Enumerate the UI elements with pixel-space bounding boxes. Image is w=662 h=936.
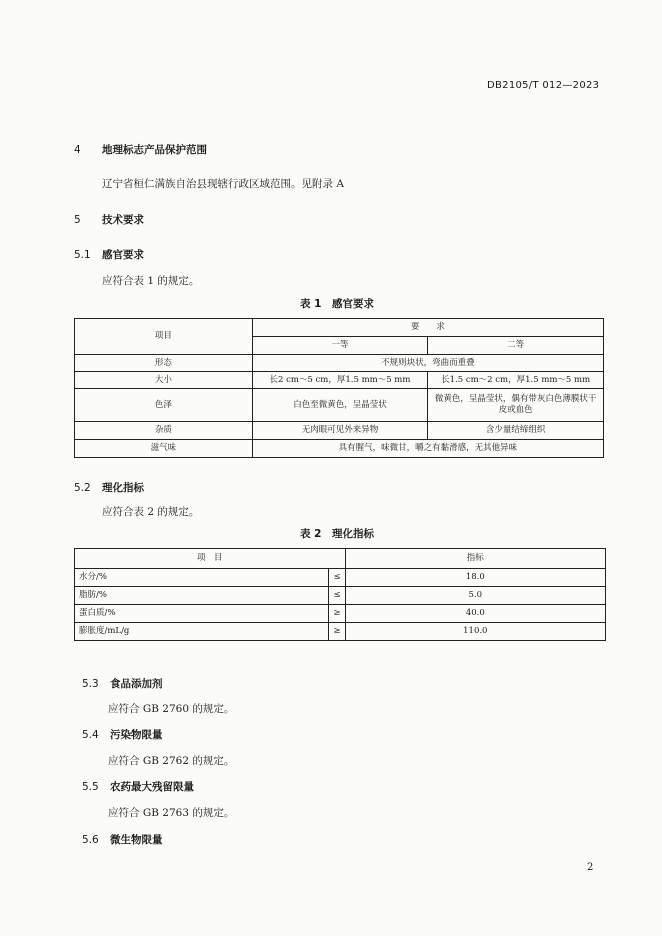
table-row [75, 422, 604, 440]
table-cell: 膨胀度/mL/g [75, 623, 329, 641]
section-5-2-heading [74, 480, 144, 495]
section-number: 5.5 [82, 781, 99, 793]
table-cell: 色泽 [75, 389, 253, 422]
section-5-4-text: 应符合 GB 2762 的规定。 [108, 755, 235, 767]
table-cell: 具有腥气，味微甘，嚼之有黏滑感，无其他异味 [252, 440, 603, 458]
section-5-3-text: 应符合 GB 2760 的规定。 [108, 703, 235, 715]
table-row [75, 623, 606, 641]
section-number: 5.1 [74, 249, 91, 261]
table-cell: 大小 [75, 372, 253, 389]
table-row [75, 355, 604, 372]
section-5-2-text: 应符合表 2 的规定。 [102, 506, 200, 518]
section-5-heading [74, 212, 144, 227]
section-4-heading [74, 142, 207, 157]
table-cell: 不规则块状，弯曲而重叠 [252, 355, 603, 372]
table-row [75, 569, 606, 587]
section-5-3-heading [82, 676, 163, 691]
table-cell: 蛋白质/% [75, 605, 329, 623]
table-cell: 长1.5 cm～2 cm，厚1.5 mm～5 mm [428, 372, 604, 389]
table-row [75, 372, 604, 389]
section-title: 微生物限量 [110, 834, 163, 846]
table-header-item: 项 目 [75, 549, 346, 569]
page-number: 2 [587, 862, 594, 873]
document-number: DB2105/T 012—2023 [487, 80, 600, 91]
section-title: 地理标志产品保护范围 [102, 144, 207, 156]
section-number: 5.4 [82, 729, 99, 741]
table-header-grade-1: 一等 [252, 337, 428, 355]
table-header-value: 指标 [345, 549, 605, 569]
table-cell: ≥ [329, 605, 345, 623]
table-cell: ≤ [329, 587, 345, 605]
table-2-caption: 表 2 理化指标 [300, 528, 374, 540]
section-title: 污染物限量 [110, 729, 163, 741]
section-5-5-text: 应符合 GB 2763 的规定。 [108, 807, 235, 819]
table-row [75, 587, 606, 605]
table-cell: 5.0 [345, 587, 605, 605]
table-cell: 含少量结缔组织 [428, 422, 604, 440]
table-header-grade-2: 二等 [428, 337, 604, 355]
table-row [75, 440, 604, 458]
section-number: 5.3 [82, 678, 99, 690]
table-row [75, 605, 606, 623]
section-5-6-heading [82, 832, 163, 847]
table-header-item: 项目 [75, 319, 253, 355]
table-cell: 40.0 [345, 605, 605, 623]
section-number: 5 [74, 214, 81, 226]
section-number: 5.6 [82, 834, 99, 846]
table-cell: ≤ [329, 569, 345, 587]
table-row [75, 389, 604, 422]
section-title: 理化指标 [102, 482, 144, 494]
table-1-sensory [74, 318, 604, 458]
section-5-1-text: 应符合表 1 的规定。 [102, 275, 200, 287]
table-cell: ≥ [329, 623, 345, 641]
table-header-requirement: 要 求 [252, 319, 603, 337]
table-cell: 微黄色，呈晶莹状，偶有带灰白色薄膜状干皮或血色 [428, 389, 604, 422]
table-cell: 水分/% [75, 569, 329, 587]
section-4-text: 辽宁省桓仁满族自治县现辖行政区域范围。见附录 A [102, 178, 344, 190]
table-cell: 无肉眼可见外来异物 [252, 422, 428, 440]
section-5-5-heading [82, 779, 194, 794]
table-cell: 长2 cm～5 cm，厚1.5 mm～5 mm [252, 372, 428, 389]
table-cell: 110.0 [345, 623, 605, 641]
section-title: 技术要求 [102, 214, 144, 226]
table-cell: 形态 [75, 355, 253, 372]
section-number: 5.2 [74, 482, 91, 494]
table-2-physicochemical [74, 548, 606, 641]
table-cell: 脂肪/% [75, 587, 329, 605]
section-5-1-heading [74, 247, 144, 262]
table-cell: 18.0 [345, 569, 605, 587]
table-cell: 杂质 [75, 422, 253, 440]
section-title: 感官要求 [102, 249, 144, 261]
section-title: 食品添加剂 [110, 678, 163, 690]
table-cell: 白色至微黄色，呈晶莹状 [252, 389, 428, 422]
table-cell: 滋气味 [75, 440, 253, 458]
table-1-caption: 表 1 感官要求 [300, 298, 374, 310]
section-5-4-heading [82, 727, 163, 742]
section-title: 农药最大残留限量 [110, 781, 194, 793]
section-number: 4 [74, 144, 81, 156]
